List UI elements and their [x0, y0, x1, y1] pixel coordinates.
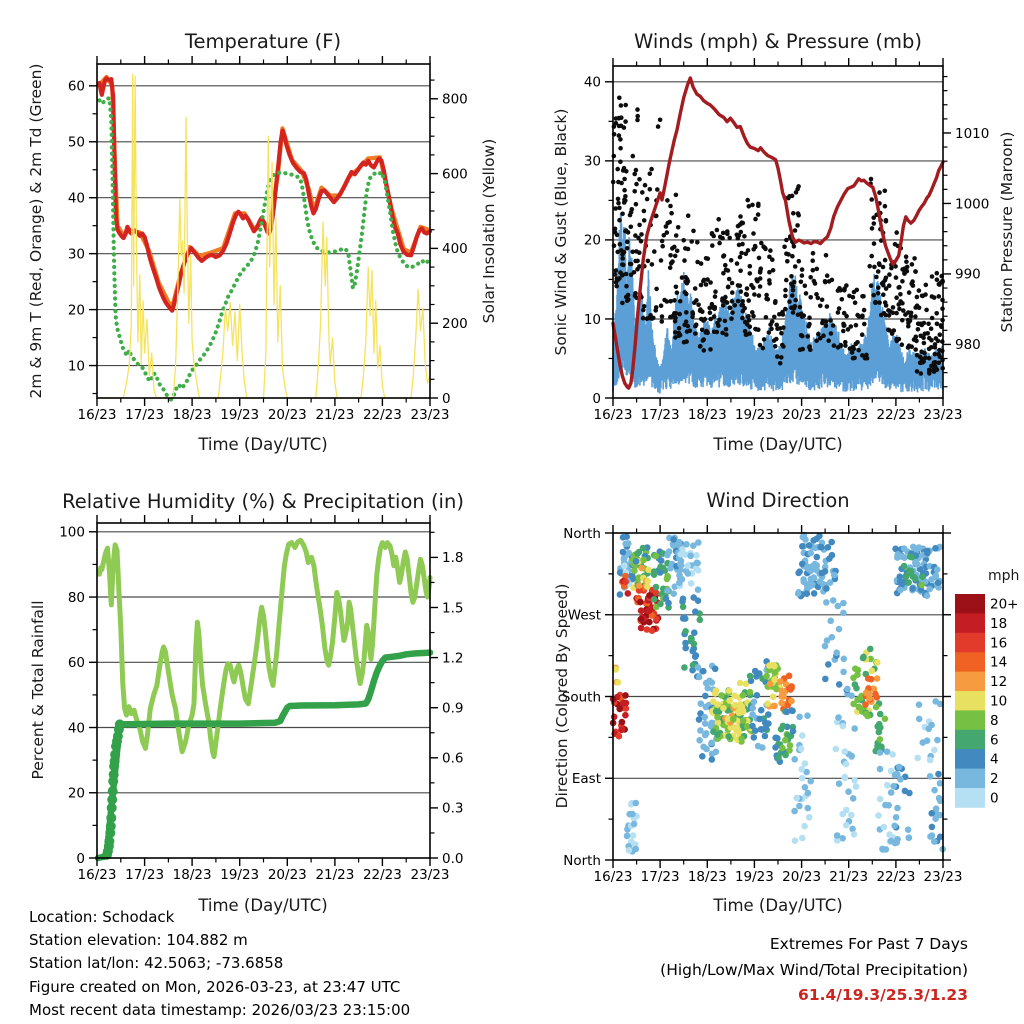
svg-text:40: 40: [67, 190, 85, 207]
svg-text:20/23: 20/23: [782, 407, 822, 423]
svg-text:1000: 1000: [955, 196, 990, 213]
svg-text:20+: 20+: [990, 596, 1019, 613]
svg-text:10: 10: [67, 358, 85, 375]
svg-text:21/23: 21/23: [829, 407, 869, 423]
station-location: Location: Schodack: [29, 908, 175, 926]
station-info: [29, 906, 410, 1022]
svg-text:1.5: 1.5: [442, 600, 464, 617]
svg-text:60: 60: [67, 78, 85, 95]
svg-text:North: North: [563, 525, 601, 542]
svg-text:20/23: 20/23: [267, 867, 307, 883]
humidity-precip-chart-title: Relative Humidity (%) & Precipitation (in): [62, 490, 464, 513]
svg-text:400: 400: [442, 241, 468, 258]
svg-text:18/23: 18/23: [172, 867, 212, 883]
svg-text:23/23: 23/23: [410, 867, 450, 883]
svg-text:8: 8: [990, 712, 999, 729]
station-pressure-y-axis-label: Station Pressure (Maroon): [998, 131, 1016, 333]
svg-text:21/23: 21/23: [315, 407, 355, 423]
svg-text:18/23: 18/23: [172, 407, 212, 423]
extremes-summary: [660, 932, 968, 1009]
svg-text:980: 980: [955, 337, 981, 354]
svg-text:17/23: 17/23: [125, 867, 165, 883]
svg-text:21/23: 21/23: [315, 867, 355, 883]
svg-text:0: 0: [442, 390, 451, 407]
svg-text:18/23: 18/23: [687, 407, 727, 423]
svg-text:600: 600: [442, 166, 468, 183]
svg-text:6: 6: [990, 732, 999, 749]
svg-text:4: 4: [990, 751, 999, 768]
extremes-subheading: (High/Low/Max Wind/Total Precipitation): [660, 960, 968, 979]
svg-text:East: East: [571, 771, 601, 787]
svg-text:South: South: [561, 689, 601, 706]
temperature-x-axis-label: Time (Day/UTC): [198, 435, 328, 454]
svg-text:16/23: 16/23: [77, 867, 117, 883]
svg-text:19/23: 19/23: [734, 869, 774, 885]
svg-text:19/23: 19/23: [220, 867, 260, 883]
svg-text:0: 0: [990, 790, 999, 807]
recent-data-timestamp: Most recent data timestamp: 2026/03/23 23:15:00: [29, 1000, 411, 1019]
svg-text:20: 20: [583, 232, 601, 249]
svg-text:0: 0: [592, 390, 601, 407]
svg-text:10: 10: [990, 693, 1008, 710]
svg-text:20/23: 20/23: [782, 869, 822, 885]
svg-text:1.8: 1.8: [442, 550, 464, 567]
svg-text:20/23: 20/23: [267, 407, 307, 423]
svg-text:990: 990: [955, 266, 981, 283]
svg-text:22/23: 22/23: [362, 407, 402, 423]
svg-text:21/23: 21/23: [829, 869, 869, 885]
extremes-values: 61.4/19.3/25.3/1.23: [798, 986, 968, 1004]
svg-text:40: 40: [67, 720, 85, 737]
svg-text:14: 14: [990, 654, 1008, 671]
svg-text:16/23: 16/23: [593, 407, 633, 423]
temperature-chart-title: Temperature (F): [184, 30, 342, 53]
svg-text:0.3: 0.3: [442, 800, 464, 817]
svg-text:22/23: 22/23: [362, 867, 402, 883]
svg-text:0.6: 0.6: [442, 750, 464, 767]
station-elevation: Station elevation: 104.882 m: [29, 931, 248, 950]
svg-text:100: 100: [59, 524, 85, 541]
svg-text:North: North: [563, 852, 601, 869]
svg-text:80: 80: [67, 589, 85, 606]
svg-text:1.2: 1.2: [442, 650, 464, 667]
svg-text:17/23: 17/23: [640, 407, 680, 423]
svg-text:10: 10: [583, 311, 601, 328]
percent-rainfall-y-axis-label: Percent & Total Rainfall: [29, 600, 47, 780]
svg-text:16/23: 16/23: [77, 407, 117, 423]
svg-text:200: 200: [442, 316, 468, 332]
svg-text:40: 40: [583, 74, 601, 91]
svg-text:12: 12: [990, 674, 1008, 691]
svg-text:23/23: 23/23: [410, 407, 450, 423]
wind-direction-x-axis-label: Time (Day/UTC): [713, 896, 843, 915]
svg-text:18: 18: [990, 615, 1008, 632]
svg-text:16: 16: [990, 635, 1008, 652]
svg-text:19/23: 19/23: [220, 407, 260, 423]
svg-text:1010: 1010: [955, 125, 990, 142]
svg-text:50: 50: [67, 134, 85, 151]
svg-text:16/23: 16/23: [593, 869, 633, 885]
direction-y-axis-label: Direction (Colored By Speed): [553, 583, 571, 809]
svg-text:17/23: 17/23: [125, 407, 165, 423]
svg-text:800: 800: [442, 91, 468, 108]
svg-text:West: West: [567, 607, 601, 624]
humidity-x-axis-label: Time (Day/UTC): [198, 896, 328, 915]
wind-direction-chart-title: Wind Direction: [706, 489, 850, 512]
winds-x-axis-label: Time (Day/UTC): [713, 435, 843, 454]
svg-text:20: 20: [67, 785, 85, 802]
wind-gust-y-axis-label: Sonic Wind & Gust (Blue, Black): [552, 108, 570, 356]
svg-text:19/23: 19/23: [734, 407, 774, 423]
svg-text:22/23: 22/23: [876, 407, 916, 423]
svg-text:17/23: 17/23: [640, 869, 680, 885]
colorbar-title: mph: [988, 568, 1020, 584]
station-latlon: Station lat/lon: 42.5063; -73.6858: [29, 954, 284, 973]
svg-text:2: 2: [990, 771, 999, 788]
figure-created-timestamp: Figure created on Mon, 2026-03-23, at 23:47 UTC: [29, 977, 401, 996]
svg-text:0: 0: [76, 850, 85, 867]
svg-text:23/23: 23/23: [923, 407, 963, 423]
svg-text:23/23: 23/23: [923, 869, 963, 885]
temperature-y-axis-label: 2m & 9m T (Red, Orange) & 2m Td (Green): [27, 63, 45, 399]
extremes-heading: Extremes For Past 7 Days: [769, 935, 968, 953]
svg-text:18/23: 18/23: [687, 869, 727, 885]
svg-text:30: 30: [583, 153, 601, 170]
solar-insolation-y-axis-label: Solar Insolation (Yellow): [480, 138, 498, 324]
svg-text:20: 20: [67, 302, 85, 319]
svg-text:0.9: 0.9: [442, 700, 464, 717]
svg-text:0.0: 0.0: [442, 850, 464, 867]
svg-text:30: 30: [67, 246, 85, 263]
svg-text:22/23: 22/23: [876, 869, 916, 885]
winds-pressure-chart-title: Winds (mph) & Pressure (mb): [634, 30, 922, 53]
svg-text:60: 60: [67, 655, 85, 672]
